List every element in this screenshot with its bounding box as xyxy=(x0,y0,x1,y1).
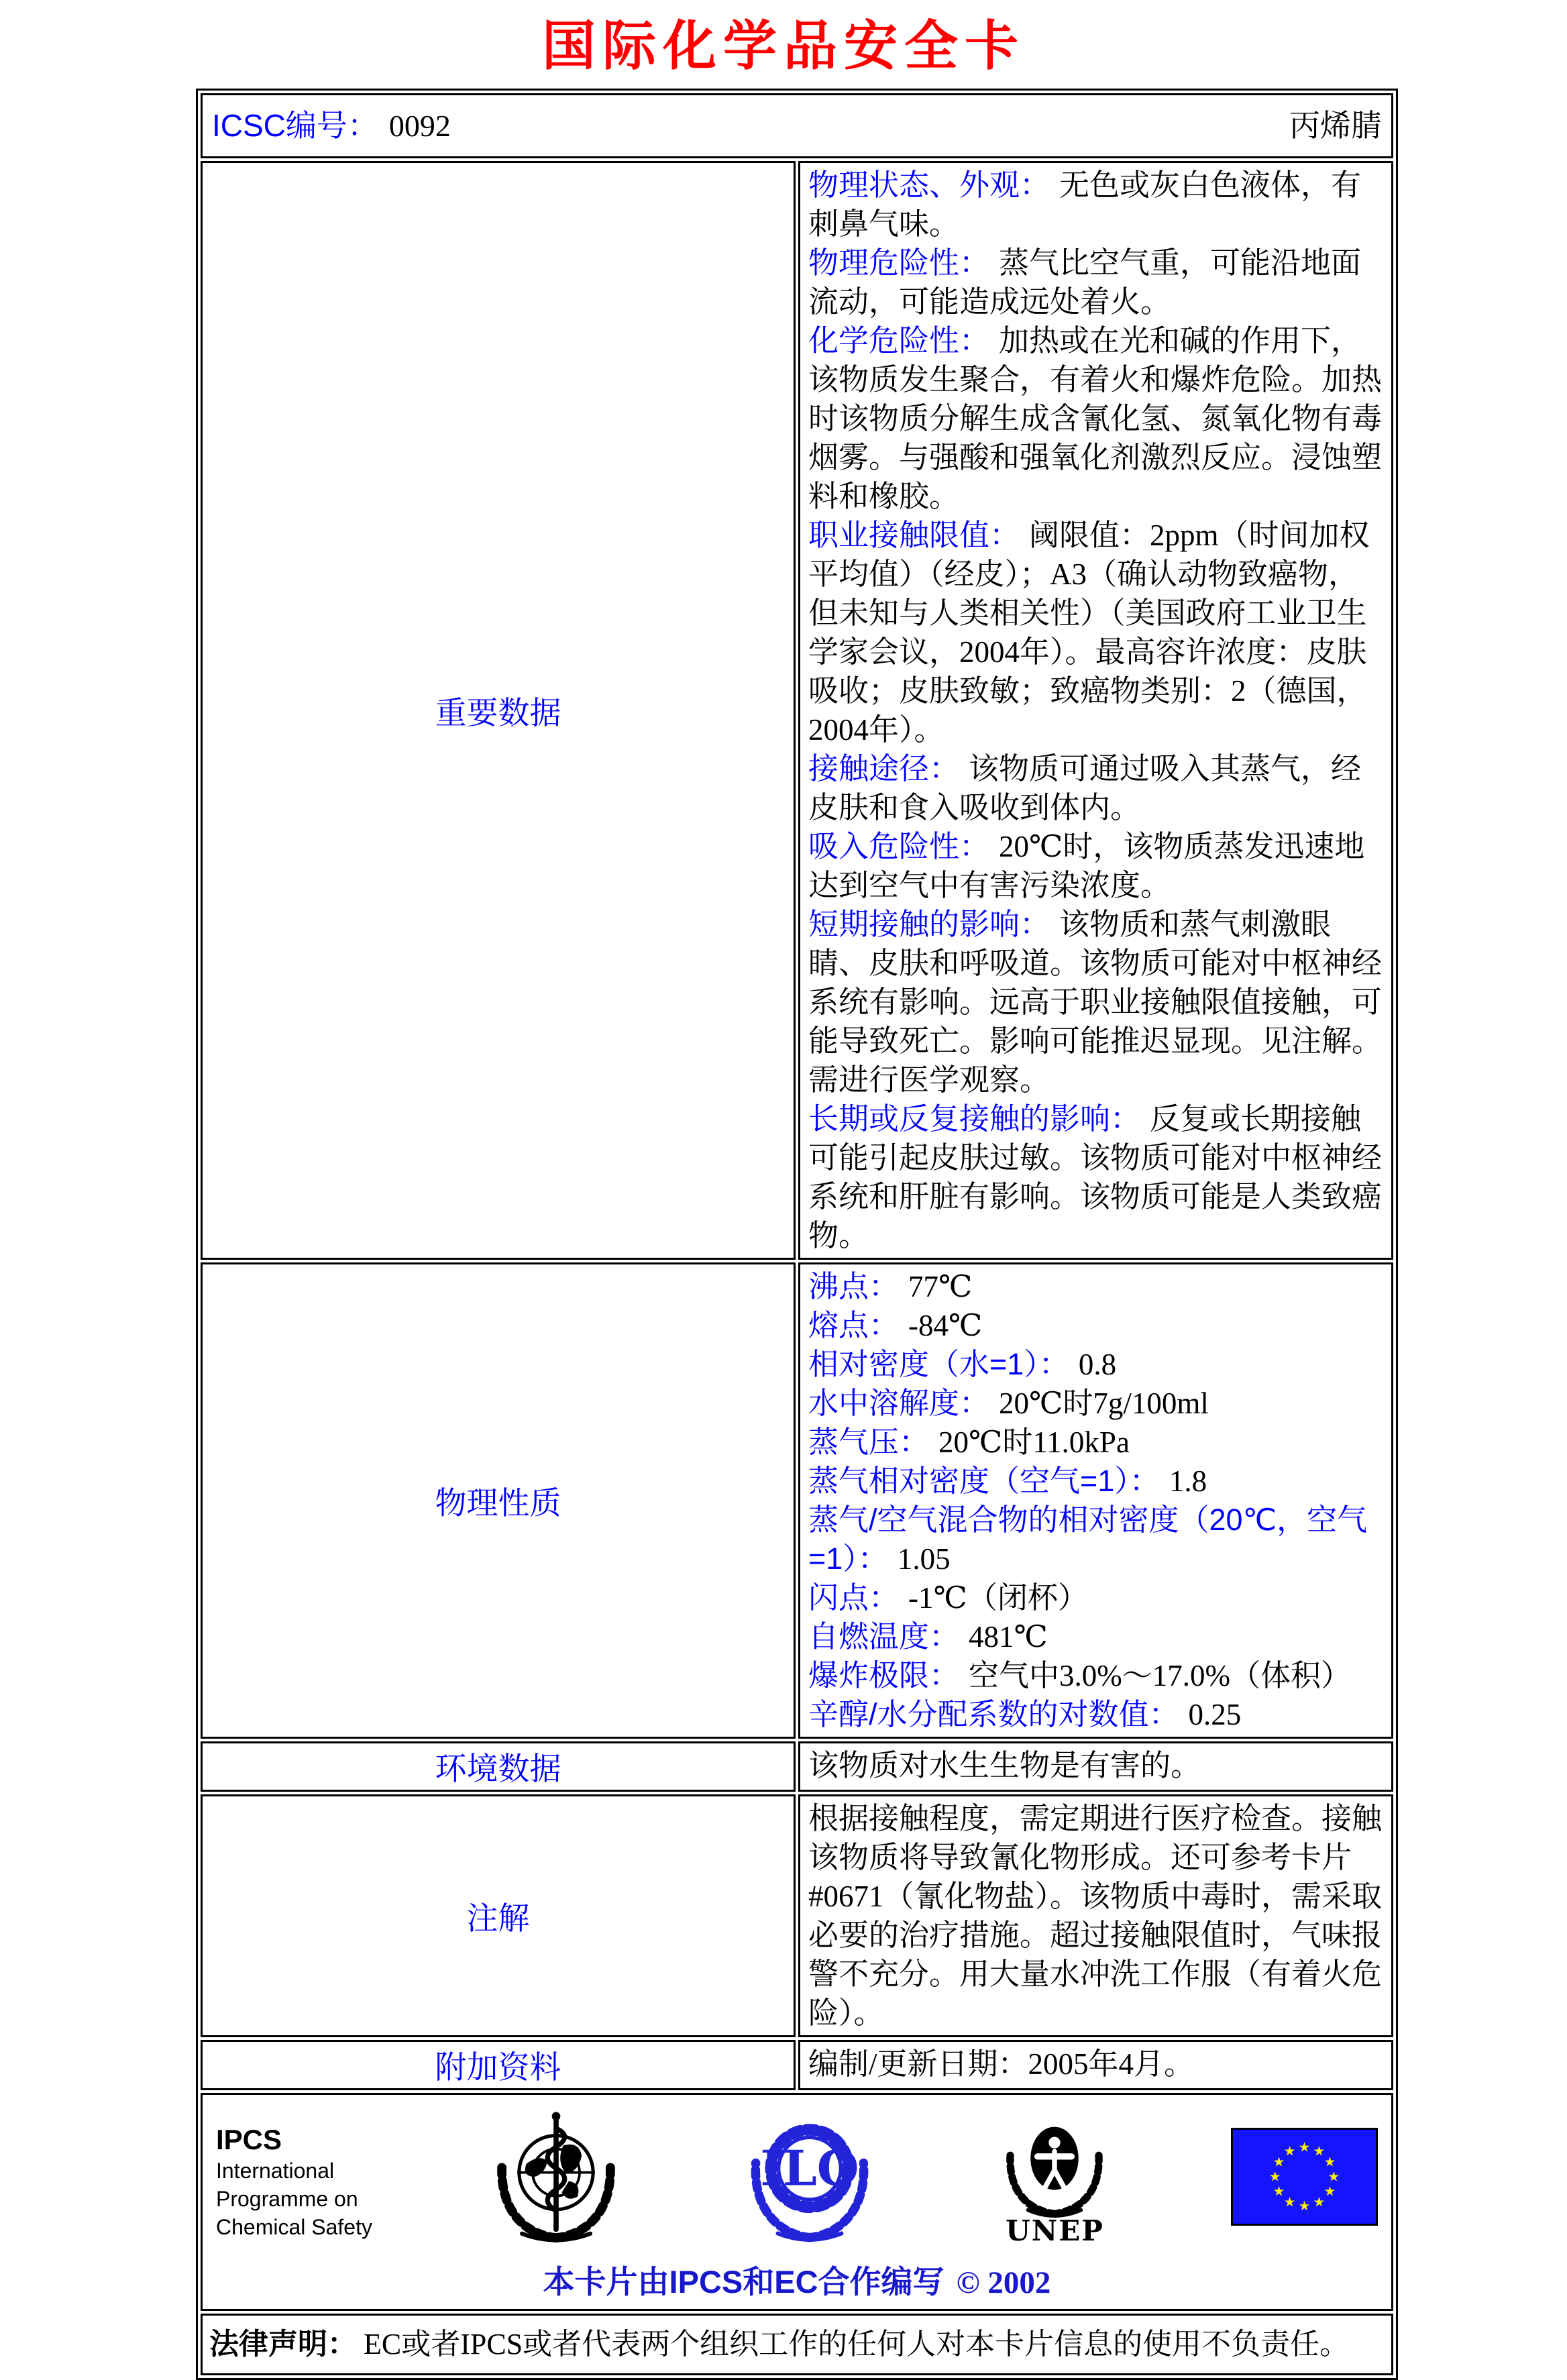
section-label-important-data: 重要数据 xyxy=(435,694,561,731)
item-text: 反复或长期接触可能引起皮肤过敏。该物质可能对中枢神经系统和肝脏有影响。该物质可能是人类致癌物。 xyxy=(808,1102,1383,1252)
svg-text:ILO: ILO xyxy=(760,2140,859,2198)
chemical-name: 丙烯腈 xyxy=(1289,108,1382,143)
ipcs-line: Chemical Safety xyxy=(216,2215,372,2239)
icsc-number-label: ICSC编号： xyxy=(212,108,378,143)
property-item xyxy=(808,1462,1385,1501)
item-text: 该物质和蒸气刺激眼睛、皮肤和呼吸道。该物质可能对中枢神经系统有影响。远高于职业接触限值接触，可能导致死亡。影响可能推迟显现。见注解。需进行医学观察。 xyxy=(808,908,1383,1097)
property-value: 1.8 xyxy=(1169,1464,1207,1498)
item-label: 物理危险性： xyxy=(808,246,990,280)
important-data-content-cell xyxy=(798,161,1393,1260)
property-label: 蒸气/空气混合物的相对密度（20℃，空气=1）： xyxy=(808,1503,1368,1576)
property-item xyxy=(808,1423,1385,1462)
additional-info-text: 编制/更新日期：2005年4月。 xyxy=(808,2047,1195,2081)
item-label: 长期或反复接触的影响： xyxy=(808,1101,1141,1136)
environmental-data-label-cell xyxy=(201,1741,796,1792)
section-label-notes: 注解 xyxy=(466,1900,530,1936)
notes-row xyxy=(201,1794,1393,2037)
physical-properties-row xyxy=(201,1262,1393,1739)
ilo-logo-icon xyxy=(741,2108,879,2246)
environmental-data-row xyxy=(201,1741,1393,1792)
item-text: 阈限值：2ppm（时间加权平均值）（经皮）；A3（确认动物致癌物，但未知与人类相关性）（美国政府工业卫生学家会议，2004年）。最高容许浓度：皮肤吸收；皮肤致敏；致癌物类别：2（德国，2004年）。 xyxy=(808,519,1370,747)
property-item xyxy=(808,1306,1385,1345)
header-cell xyxy=(201,93,1393,158)
item-label: 接触途径： xyxy=(808,751,960,786)
item-label: 物理状态、外观： xyxy=(808,168,1050,202)
property-label: 沸点： xyxy=(808,1269,900,1303)
who-logo-icon xyxy=(485,2106,627,2248)
property-value: -1℃（闭杯） xyxy=(908,1581,1088,1615)
icsc-table xyxy=(196,89,1398,2380)
property-value: 0.25 xyxy=(1188,1698,1242,1731)
item-text: 20℃时，该物质蒸发迅速地达到空气中有害污染浓度。 xyxy=(808,830,1365,902)
eu-flag xyxy=(1231,2128,1378,2226)
property-value: 77℃ xyxy=(908,1270,973,1303)
notes-content-cell xyxy=(798,1794,1393,2037)
property-label: 相对密度（水=1）： xyxy=(808,1347,1069,1381)
property-value: 0.8 xyxy=(1078,1348,1117,1381)
credit-line xyxy=(216,2257,1378,2302)
property-value: 空气中3.0%～17.0%（体积） xyxy=(969,1659,1351,1692)
property-item xyxy=(808,1384,1385,1423)
property-value: 20℃时11.0kPa xyxy=(938,1425,1130,1459)
notes-text: 根据接触程度，需定期进行医疗检查。接触该物质将导致氰化物形成。还可参考卡片#0671（氰化物盐）。该物质中毒时，需采取必要的治疗措施。超过接触限值时，气味报警不充分。用大量水冲洗工作服（有着火危险）。 xyxy=(808,1802,1383,2030)
property-item xyxy=(808,1617,1385,1656)
important-item xyxy=(808,1099,1385,1255)
property-item xyxy=(808,1578,1385,1617)
eu-flag-icon xyxy=(1231,2128,1378,2226)
legal-cell xyxy=(201,2314,1393,2375)
physical-properties-content-cell xyxy=(798,1262,1393,1739)
important-data-label-cell xyxy=(201,161,796,1260)
logos-row xyxy=(201,2093,1393,2311)
item-text: 加热或在光和碱的作用下，该物质发生聚合，有着火和爆炸危险。加热时该物质分解生成含氰化氢、氮氧化物有毒烟雾。与强酸和强氧化剂激烈反应。浸蚀塑料和橡胶。 xyxy=(808,324,1383,513)
item-label: 吸入危险性： xyxy=(808,829,990,863)
important-data-row xyxy=(201,161,1393,1260)
environmental-data-text: 该物质对水生生物是有害的。 xyxy=(808,1749,1201,1782)
credit-text: 本卡片由IPCS和EC合作编写 xyxy=(543,2264,944,2300)
notes-label-cell xyxy=(201,1794,796,2037)
icsc-number-group xyxy=(212,103,451,148)
important-item xyxy=(808,516,1385,749)
legal-text: EC或者IPCS或者代表两个组织工作的任何人对本卡片信息的使用不负责任。 xyxy=(364,2328,1350,2361)
item-label: 化学危险性： xyxy=(808,323,990,358)
ilo-logo xyxy=(741,2108,879,2246)
property-label: 蒸气压： xyxy=(808,1425,930,1459)
copyright: © 2002 xyxy=(956,2265,1051,2300)
ipcs-acronym: IPCS xyxy=(216,2124,282,2155)
item-text: 该物质可通过吸入其蒸气，经皮肤和食入吸收到体内。 xyxy=(808,752,1362,824)
property-value: 1.05 xyxy=(897,1542,951,1576)
icsc-number-value: 0092 xyxy=(388,109,451,143)
property-label: 熔点： xyxy=(808,1308,900,1342)
section-label-environmental-data: 环境数据 xyxy=(435,1751,561,1786)
item-text: 无色或灰白色液体，有刺鼻气味。 xyxy=(808,168,1362,241)
important-item xyxy=(808,321,1385,516)
property-label: 辛醇/水分配系数的对数值： xyxy=(808,1697,1179,1731)
important-item xyxy=(808,749,1385,827)
property-item xyxy=(808,1345,1385,1384)
property-label: 水中溶解度： xyxy=(808,1386,990,1420)
ipcs-line: International xyxy=(216,2159,335,2183)
unep-caption: UNEP xyxy=(1006,2214,1104,2247)
page-title: 国际化学品安全卡 xyxy=(542,14,1025,77)
property-label: 蒸气相对密度（空气=1）： xyxy=(808,1464,1160,1498)
section-label-additional-info: 附加资料 xyxy=(435,2049,561,2085)
physical-properties-label-cell xyxy=(201,1262,796,1739)
environmental-data-content-cell xyxy=(798,1741,1393,1792)
property-value: 20℃时7g/100ml xyxy=(999,1387,1209,1420)
property-item xyxy=(808,1501,1385,1578)
additional-info-label-cell xyxy=(201,2040,796,2090)
property-value: 481℃ xyxy=(969,1620,1048,1654)
important-item xyxy=(808,244,1385,321)
legal-label: 法律声明： xyxy=(209,2328,357,2361)
ipcs-line: Programme on xyxy=(216,2187,358,2211)
who-logo xyxy=(485,2106,627,2248)
property-label: 自燃温度： xyxy=(808,1619,960,1654)
important-item xyxy=(808,166,1385,244)
property-item xyxy=(808,1656,1385,1695)
legal-row xyxy=(201,2314,1393,2375)
important-item xyxy=(808,905,1385,1099)
item-label: 短期接触的影响： xyxy=(808,907,1050,941)
section-label-physical-properties: 物理性质 xyxy=(435,1484,561,1521)
unep-logo-icon xyxy=(991,2108,1118,2222)
logos-cell xyxy=(201,2093,1393,2311)
header-row xyxy=(201,93,1393,158)
item-label: 职业接触限值： xyxy=(808,518,1020,552)
property-item xyxy=(808,1695,1385,1734)
property-item xyxy=(808,1267,1385,1306)
additional-info-content-cell xyxy=(798,2040,1393,2090)
additional-info-row xyxy=(201,2040,1393,2090)
property-label: 闪点： xyxy=(808,1580,900,1615)
unep-logo xyxy=(991,2108,1118,2246)
important-item xyxy=(808,827,1385,905)
property-label: 爆炸极限： xyxy=(808,1658,960,1692)
property-value: -84℃ xyxy=(908,1309,983,1342)
ipcs-text-block xyxy=(216,2106,372,2241)
item-text: 蒸气比空气重，可能沿地面流动，可能造成远处着火。 xyxy=(808,246,1362,319)
